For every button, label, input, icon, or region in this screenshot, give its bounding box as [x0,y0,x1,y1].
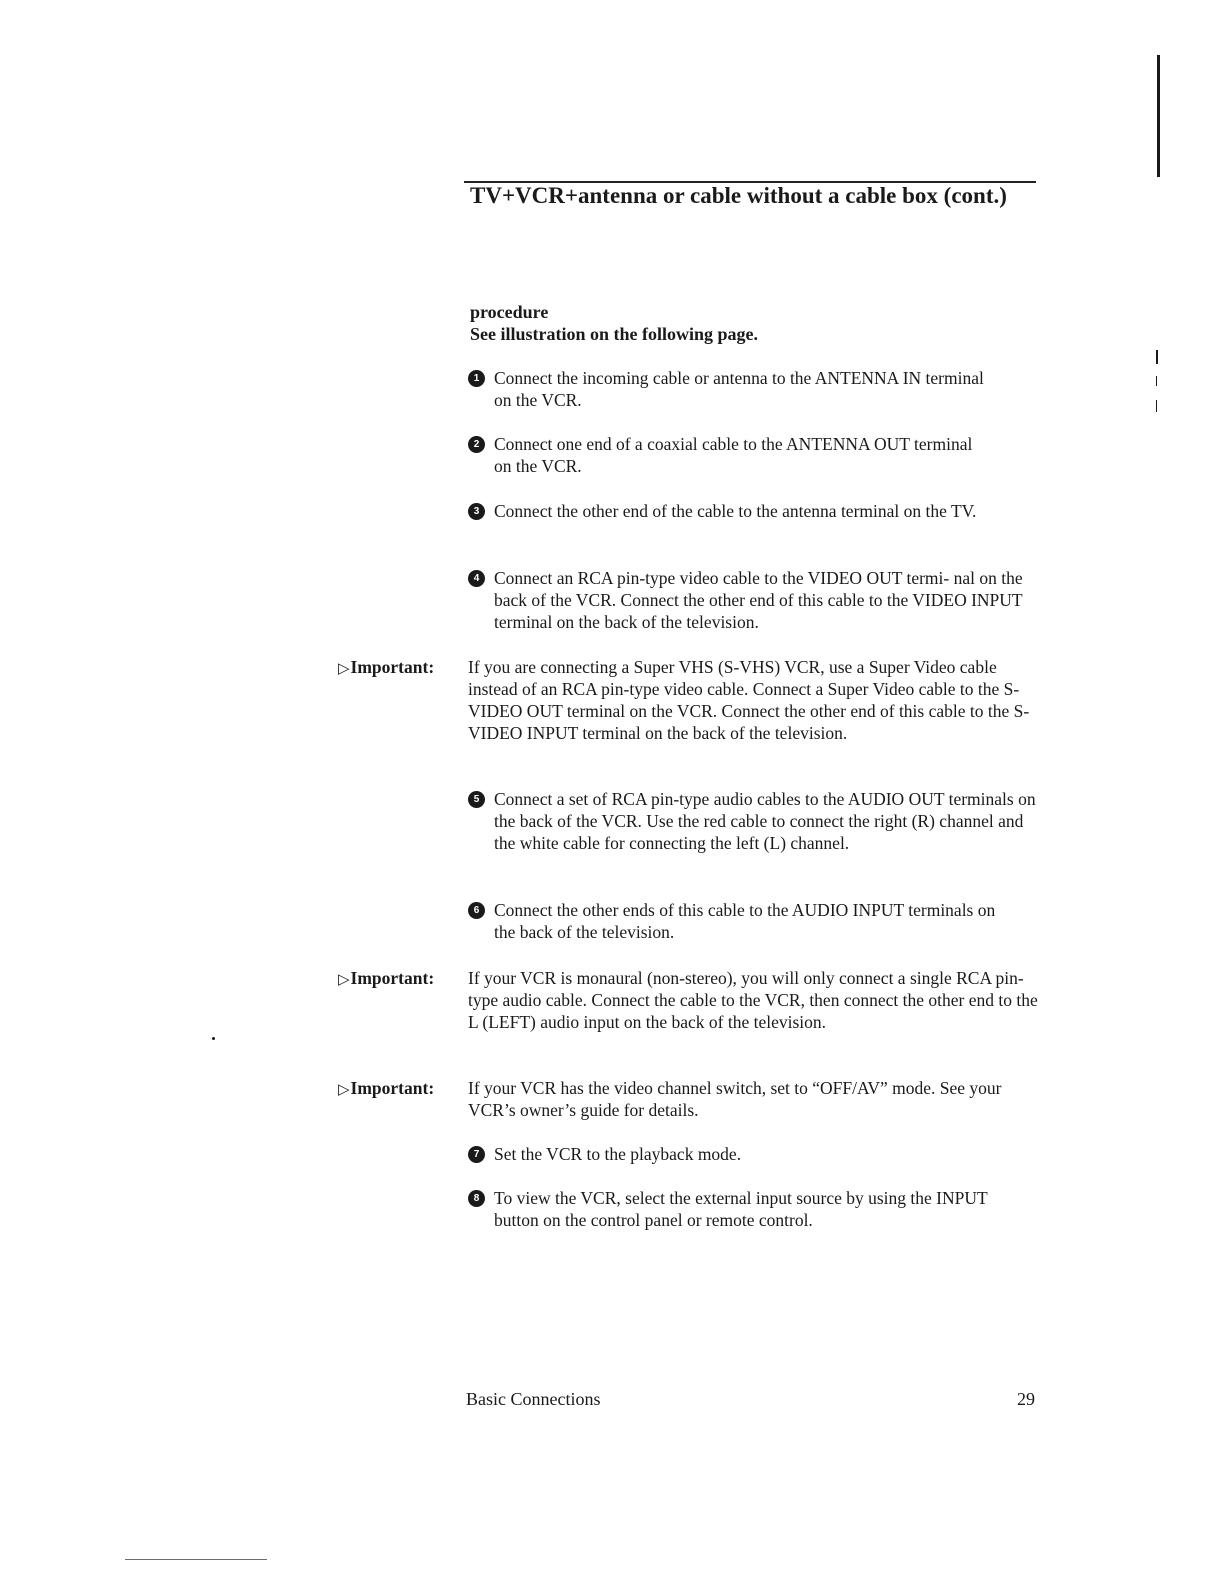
section-note: See illustration on the following page. [470,324,759,344]
section-label: procedure [470,302,549,322]
important-note-3 [338,1077,1044,1121]
step-number-3: 3 [468,503,485,520]
step-text-1: Connect the incoming cable or antenna to the ANTENNA IN terminal on the VCR. [494,368,984,410]
scan-edge-line [125,1559,267,1560]
step-text-4: Connect an RCA pin-type video cable to the VIDEO OUT termi- nal on the back of the VCR. Connect the other end of this cable to the VIDEO INPUT terminal on the back of the television. [494,568,1023,632]
step-4 [468,567,1040,633]
margin-mark-mid-2 [1156,376,1157,386]
step-1 [468,367,1040,411]
important-text-1: If you are connecting a Super VHS (S-VHS) VCR, use a Super Video cable instead of an RCA pin-type video cable. Connect a Super Video cable to the S-VIDEO OUT terminal on the VCR. Connect the other end of this cable to the S-VIDEO INPUT terminal on the back of the television. [468,657,1030,743]
important-label-1: ▷Important: [338,657,435,677]
step-text-8: To view the VCR, select the external input source by using the INPUT button on the control panel or remote control. [494,1188,988,1230]
margin-mark-mid-3 [1156,400,1157,412]
important-text-2: If your VCR is monaural (non-stereo), you will only connect a single RCA pin-type audio cable. Connect the cable to the VCR, then connect the other end to the L (LEFT) audio input on the back of the television. [468,968,1038,1032]
step-number-8: 8 [468,1190,485,1207]
important-note-1 [338,656,1044,744]
important-note-2 [338,967,1044,1033]
step-text-5: Connect a set of RCA pin-type audio cables to the AUDIO OUT terminals on the back of the VCR. Use the red cable to connect the right (R) channel and the white cable for connecting the left (L) channel. [494,789,1036,853]
step-number-5: 5 [468,791,485,808]
triangle-right-icon: ▷ [338,970,350,988]
step-text-6: Connect the other ends of this cable to the AUDIO INPUT terminals on the back of the television. [494,900,996,942]
important-text-3: If your VCR has the video channel switch, set to “OFF/AV” mode. See your VCR’s owner’s guide for details. [468,1078,1002,1120]
scan-dot [212,1037,215,1040]
footer-section-name: Basic Connections [466,1389,601,1409]
step-number-6: 6 [468,902,485,919]
step-7 [468,1143,1040,1165]
step-text-7: Set the VCR to the playback mode. [494,1144,742,1164]
margin-mark-mid [1156,350,1158,364]
triangle-right-icon: ▷ [338,1080,350,1098]
step-number-1: 1 [468,370,485,387]
step-number-2: 2 [468,436,485,453]
step-number-7: 7 [468,1146,485,1163]
step-number-4: 4 [468,570,485,587]
triangle-right-icon: ▷ [338,659,350,677]
step-5 [468,788,1040,854]
page-number: 29 [1017,1389,1035,1409]
step-text-2: Connect one end of a coaxial cable to the ANTENNA OUT terminal on the VCR. [494,434,973,476]
step-3 [468,500,1040,522]
important-label-3: ▷Important: [338,1078,435,1098]
margin-mark-top [1157,55,1160,177]
step-6 [468,899,1040,943]
important-label-2: ▷Important: [338,968,435,988]
step-text-3: Connect the other end of the cable to the antenna terminal on the TV. [494,501,977,521]
page-title: TV+VCR+antenna or cable without a cable box (cont.) [470,183,1007,208]
step-8 [468,1187,1040,1231]
step-2 [468,433,1040,477]
